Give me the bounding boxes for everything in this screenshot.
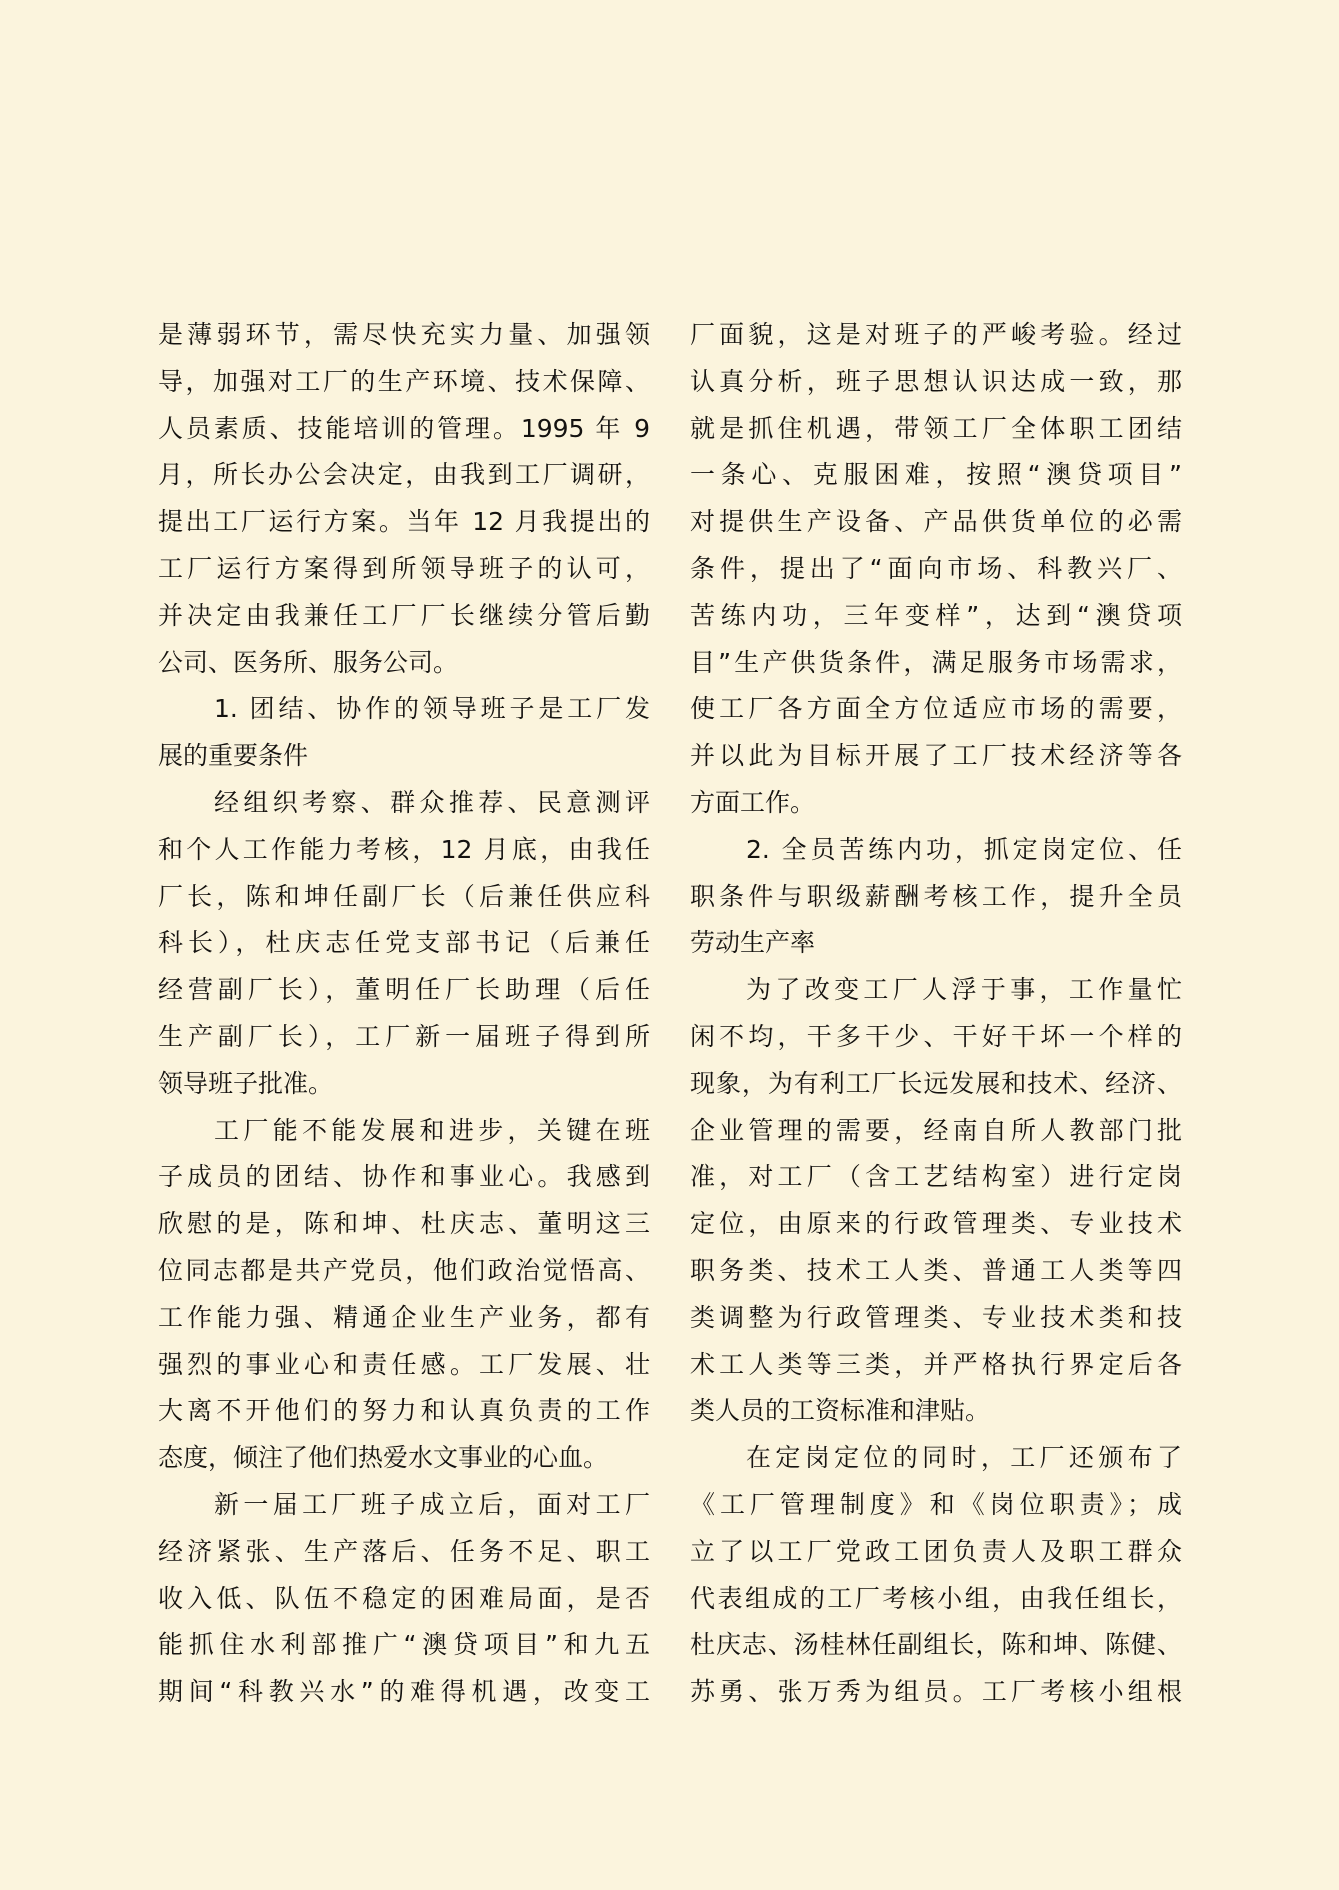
text-line: 苏勇、张万秀为组员。工厂考核小组根 xyxy=(690,1677,1182,1707)
text-line: 苦练内功，三年变样”，达到“澳贷项 xyxy=(690,600,1182,630)
text-line: 公司、医务所、服务公司。 xyxy=(158,647,459,677)
text-line: 使工厂各方面全方位适应市场的需要， xyxy=(690,694,1182,724)
text-line: 工厂能不能发展和进步，关键在班 xyxy=(214,1115,650,1145)
text-line: 经营副厂长），董明任厂长助理（后任 xyxy=(158,975,650,1005)
text-line: 闲不均，干多干少、干好干坏一个样的 xyxy=(690,1021,1182,1051)
text-line: 在定岗定位的同时，工厂还颁布了 xyxy=(746,1443,1182,1473)
text-line: 子成员的团结、协作和事业心。我感到 xyxy=(158,1162,650,1192)
right-text-column xyxy=(690,312,1182,1716)
text-line: 准，对工厂（含工艺结构室）进行定岗 xyxy=(690,1162,1182,1192)
text-line: 科长），杜庆志任党支部书记（后兼任 xyxy=(158,928,650,958)
text-line: 经组织考察、群众推荐、民意测评 xyxy=(214,787,650,817)
text-line: 立了以工厂党政工团负责人及职工群众 xyxy=(690,1536,1182,1566)
text-line: 人员素质、技能培训的管理。1995 年 9 xyxy=(158,413,650,443)
text-line: 企业管理的需要，经南自所人教部门批 xyxy=(690,1115,1182,1145)
left-text-column xyxy=(158,312,650,1716)
text-line: 厂面貌，这是对班子的严峻考验。经过 xyxy=(690,320,1182,349)
text-line: 并决定由我兼任工厂厂长继续分管后勤 xyxy=(158,600,650,630)
text-line: 生产副厂长），工厂新一届班子得到所 xyxy=(158,1021,650,1051)
text-line: 职务类、技术工人类、普通工人类等四 xyxy=(690,1255,1182,1285)
text-line: 提出工厂运行方案。当年 12 月我提出的 xyxy=(158,507,650,537)
text-line: 欣慰的是，陈和坤、杜庆志、董明这三 xyxy=(158,1209,650,1239)
text-line: 位同志都是共产党员，他们政治觉悟高、 xyxy=(158,1255,650,1285)
text-line: 认真分析，班子思想认识达成一致，那 xyxy=(690,366,1182,396)
text-line: 并以此为目标开展了工厂技术经济等各 xyxy=(690,741,1182,771)
text-line: 为了改变工厂人浮于事，工作量忙 xyxy=(746,975,1182,1005)
text-line: 就是抓住机遇，带领工厂全体职工团结 xyxy=(690,413,1182,443)
text-line: 展的重要条件 xyxy=(158,741,309,771)
text-line: 职条件与职级薪酬考核工作，提升全员 xyxy=(690,881,1182,911)
text-line: 大离不开他们的努力和认真负责的工作 xyxy=(158,1396,650,1426)
text-line: 经济紧张、生产落后、任务不足、职工 xyxy=(158,1536,650,1566)
text-line: 现象，为有利工厂长远发展和技术、经济、 xyxy=(690,1068,1182,1098)
text-line: 一条心、克服困难，按照“澳贷项目” xyxy=(690,460,1182,490)
text-line: 术工人类等三类，并严格执行界定后各 xyxy=(690,1349,1182,1379)
text-line: 1. 团结、协作的领导班子是工厂发 xyxy=(214,694,650,724)
text-line: 收入低、队伍不稳定的困难局面，是否 xyxy=(158,1583,650,1613)
text-line: 类人员的工资标准和津贴。 xyxy=(690,1396,991,1426)
text-line: 条件，提出了“面向市场、科教兴厂、 xyxy=(690,553,1182,583)
text-line: 新一届工厂班子成立后，面对工厂 xyxy=(214,1489,650,1519)
text-line: 《工厂管理制度》和《岗位职责》；成 xyxy=(690,1489,1182,1519)
text-line: 劳动生产率 xyxy=(690,928,816,958)
text-line: 和个人工作能力考核，12 月底，由我任 xyxy=(158,834,650,864)
text-line: 对提供生产设备、产品供货单位的必需 xyxy=(690,507,1182,537)
text-line: 目”生产供货条件，满足服务市场需求， xyxy=(690,647,1182,677)
text-line: 态度，倾注了他们热爱水文事业的心血。 xyxy=(158,1443,609,1473)
text-line: 领导班子批准。 xyxy=(158,1068,334,1098)
text-line: 工厂运行方案得到所领导班子的认可， xyxy=(158,553,650,583)
text-line: 2. 全员苦练内功，抓定岗定位、任 xyxy=(746,834,1182,864)
text-line: 厂长，陈和坤任副厂长（后兼任供应科 xyxy=(158,881,650,911)
text-line: 代表组成的工厂考核小组，由我任组长， xyxy=(690,1583,1182,1613)
text-line: 杜庆志、汤桂林任副组长，陈和坤、陈健、 xyxy=(690,1630,1182,1660)
text-line: 方面工作。 xyxy=(690,787,816,817)
text-line: 类调整为行政管理类、专业技术类和技 xyxy=(690,1302,1182,1332)
text-line: 能抓住水利部推广“澳贷项目”和九五 xyxy=(158,1630,650,1660)
text-line: 定位，由原来的行政管理类、专业技术 xyxy=(690,1209,1182,1239)
text-line: 工作能力强、精通企业生产业务，都有 xyxy=(158,1302,650,1332)
text-line: 是薄弱环节，需尽快充实力量、加强领 xyxy=(158,320,650,349)
text-line: 导，加强对工厂的生产环境、技术保障、 xyxy=(158,366,650,396)
text-line: 期间“科教兴水”的难得机遇，改变工 xyxy=(158,1677,650,1707)
text-line: 强烈的事业心和责任感。工厂发展、壮 xyxy=(158,1349,650,1379)
text-line: 月，所长办公会决定，由我到工厂调研， xyxy=(158,460,650,490)
